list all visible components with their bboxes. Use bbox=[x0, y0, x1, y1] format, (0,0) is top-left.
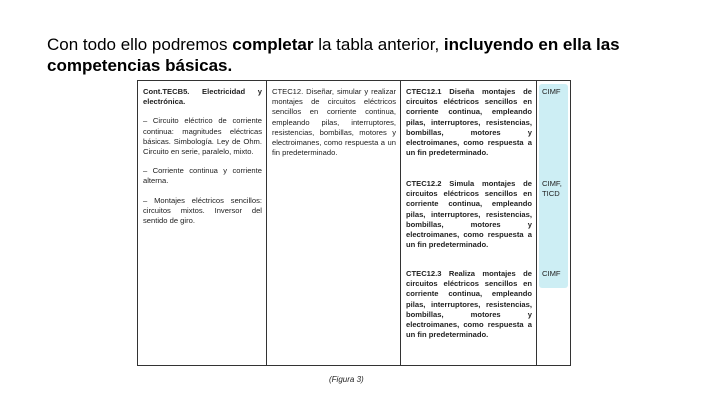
contenidos-title: Cont.TECB5. Electricidad y electrónica. bbox=[143, 87, 262, 107]
estandar-3: CTEC12.3 Realiza montajes de circuitos eléctricos sencillos en corriente continua, empleando pilas, interruptores, resistencias, bombillas, motores y electroimanes, como respuesta a un fin predeterminado. bbox=[406, 269, 532, 340]
criterio-text: CTEC12. Diseñar, simular y realizar montajes de circuitos eléctricos sencillos en corriente continua, empleando pilas, interruptores, resistencias, bombillas, motores y electroimanes, como respuesta a un fin predeterminado. bbox=[272, 87, 396, 158]
heading-bold-2: incluyendo en ella las competencias básicas. bbox=[47, 35, 620, 75]
competencia-code-2: CIMF, TICD bbox=[542, 179, 562, 198]
estandar-1: CTEC12.1 Diseña montajes de circuitos eléctricos sencillos en corriente continua, empleando pilas, interruptores, resistencias, bombillas, motores y electroimanes, como respuesta a un fin predeterminado. bbox=[406, 87, 532, 158]
heading-bold-1: completar bbox=[232, 35, 314, 54]
figure-caption: (Figura 3) bbox=[329, 375, 364, 384]
competencia-code-1: CIMF bbox=[542, 87, 561, 96]
contenido-item-3: – Montajes eléctricos sencillos: circuitos mixtos. Inversor del sentido de giro. bbox=[143, 195, 262, 226]
estandar-2: CTEC12.2 Simula montajes de circuitos eléctricos sencillos en corriente continua, empleando pilas, interruptores, resistencias, bombillas, motores y electroimanes, como respuesta a un fin predeterminado. bbox=[406, 179, 532, 250]
contenido-item-2: – Corriente continua y corriente alterna. bbox=[143, 166, 262, 186]
competencia-code-3: CIMF bbox=[542, 269, 561, 278]
contenidos-column bbox=[138, 81, 267, 365]
heading-text-1: Con todo ello podremos bbox=[47, 35, 233, 54]
criterios-column bbox=[267, 81, 401, 365]
estandares-column bbox=[401, 81, 537, 365]
contenido-item-1: – Circuito eléctrico de corriente continua: magnitudes eléctricas básicas. Simbología. Ley de Ohm. Circuito en serie, paralelo, mixto. bbox=[143, 116, 262, 157]
competencias-table bbox=[137, 80, 571, 366]
page-heading bbox=[47, 34, 687, 76]
heading-text-2: la tabla anterior, bbox=[313, 35, 444, 54]
